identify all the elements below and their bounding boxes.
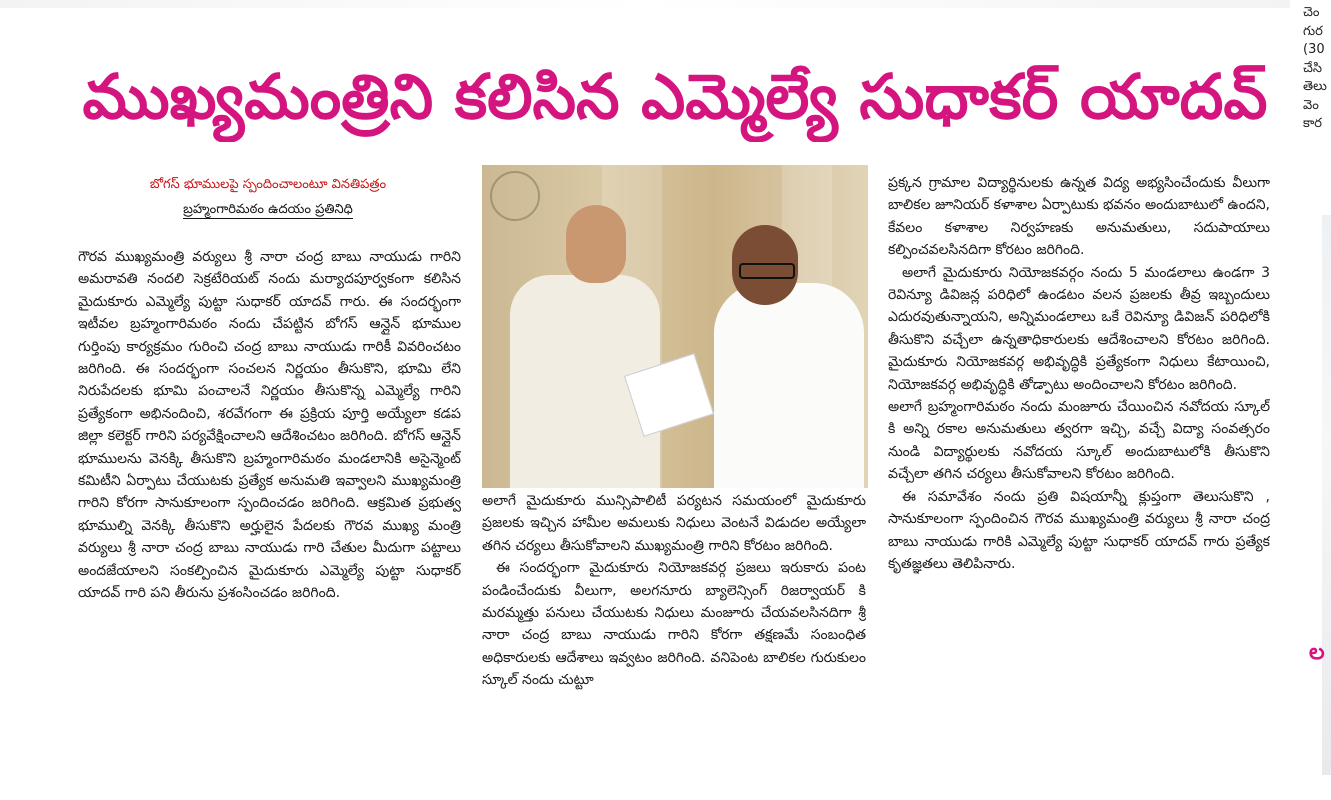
fragment-line: చేసి (1303, 60, 1323, 76)
headline: ముఖ్యమంత్రిని కలిసిన ఎమ్మెల్యే సుధాకర్ యాదవ్ (82, 60, 1268, 133)
paragraph: అలాగే మైదుకూరు మున్సిపాలిటీ పర్యటన సమయంలో మైదుకూరు ప్రజలకు ఇచ్చిన హామీల అమలుకు నిధులు వెంటనే విడుదల అయ్యేలా తగిన చర్యలు తీసుకోవాలని ముఖ్యమంత్రి గారిని కోరటం జరిగింది. (482, 493, 866, 554)
photo-person-right (714, 283, 864, 488)
fragment-line: గుర (1303, 23, 1323, 39)
paragraph: ప్రక్కన గ్రామాల విద్యార్థినులకు ఉన్నత విద్య అభ్యసించేందుకు వీలుగా బాలికల జూనియర్ కళాశాల ఏర్పాటుకు భవనం అందుబాటులో ఉందని, కేవలం కళాశాల నిర్వహణకు అనుమతులు, సదుపాయాలు కల్పించవలసినదిగా కోరటం జరిగింది. (888, 175, 1270, 259)
article-column-2 (482, 490, 866, 780)
emblem-icon (490, 171, 540, 221)
top-edge-strip (0, 0, 1290, 8)
fragment-line: వెం (1303, 97, 1319, 113)
paragraph: ఈ సందర్భంగా మైదుకూరు నియోజకవర్గ ప్రజలు ఇరుకారు పంట పండించేందుకు వీలుగా, అలగనూరు బ్యాలెన్సింగ్ రిజర్వాయర్ కి మరమ్మత్తు పనులు చేయుటకు నిధులు మంజూరు చేయవలసినదిగా శ్రీ నారా చంద్ర బాబు నాయుడు గారిని కోరగా తక్షణమే సంబంధిత అధికారులకు ఆదేశాలు ఇవ్వటం జరిగింది. వనిపెంట బాలికల గురుకులం స్కూల్ నందు చుట్టూ (482, 560, 866, 689)
adjacent-headline-fragment: ల (1309, 640, 1325, 665)
photo-person-left-head (566, 205, 626, 283)
byline (78, 202, 458, 220)
fragment-line: తెలు (1303, 79, 1327, 94)
paragraph: గౌరవ ముఖ్యమంత్రి వర్యులు శ్రీ నారా చంద్ర బాబు నాయుడు గారిని అమరావతి నందలి సెక్రటేరియట్ నందు మర్యాదపూర్వకంగా కలిసిన మైదుకూరు ఎమ్మెల్యే పుట్టా సుధాకర్ యాదవ్ గారు. ఈ సందర్భంగా ఇటీవల బ్రహ్మంగారిమఠం నందు చేపట్టిన బోగస్ ఆన్లైన్ భూముల గుర్తింపు కార్యక్రమం గురించి చంద్ర బాబు నాయుడు గారికీ వివరించటం జరిగింది. ఈ సందర్భంగా సంచలన నిర్ణయం తీసుకొని, భూమి లేని నిరుపేదలకు భూమి పంచాలనే నిర్ణయం తీసుకొన్న ఎమ్మెల్యే గారిని ప్రత్యేకంగా అభినందించి, శరవేగంగా ఈ ప్రక్రియ పూర్తి అయ్యేలా కడప జిల్లా కలెక్టర్ గారిని పర్యవేక్షించాలని ఆదేశించటం జరిగింది. బోగస్ ఆన్లైన్ భూములను వెనక్కి తీసుకొని బ్రహ్మంగారిమఠం మండలానికి అసైన్మెంట్ కమిటీని ఏర్పాటు చేయుటకు ప్రత్యేక అనుమతి ఇవ్వాలని ముఖ్యమంత్రి గారిని కోరగా సానుకూలంగా స్పందించడం జరిగింది. ఆక్రమిత ప్రభుత్వ భూముల్ని వెనక్కి తీసుకొని అర్హులైన పేదలకు గౌరవ ముఖ్య మంత్రి వర్యులు శ్రీ నారా చంద్ర బాబు నాయుడు గారి చేతుల మీదుగా పట్టాలు అందజేయాలని సంకల్పించిన మైదుకూరు ఎమ్మెల్యే పుట్టా సుధాకర్ యాదవ్ గారి పని తీరును ప్రశంసించడం జరిగింది. (78, 249, 461, 602)
fragment-line: చెం (1303, 5, 1320, 20)
fragment-line: (30 (1303, 42, 1325, 57)
article-column-1 (78, 246, 461, 776)
news-photo (482, 165, 868, 488)
paragraph: ఈ సమావేశం నందు ప్రతి విషయాన్నీ క్లుప్తంగా తెలుసుకొని , సానుకూలంగా స్పందించిన గౌరవ ముఖ్యమంత్రి వర్యులు శ్రీ నారా చంద్ర బాబు నాయుడు గారికి ఎమ్మెల్యే పుట్టా సుధాకర్ యాదవ్ గారు ప్రత్యేక కృతజ్ఞతలు తెలిపినారు. (888, 488, 1270, 572)
glasses-icon (739, 263, 795, 279)
adjacent-photo-strip (1322, 215, 1331, 775)
paragraph: అలాగే బ్రహ్మంగారిమఠం నందు మంజూరు చేయించిన నవోదయ స్కూల్ కి అన్ని రకాల అనుమతులు త్వరగా ఇచ్చి, వచ్చే విద్యా సంవత్సరం నుండి విద్యార్థులకు నవోదయ స్కూల్ అందుబాటులోకి తీసుకొని వచ్చేలా తగిన చర్యలు తీసుకోవాలని కోరటం జరిగింది. (888, 399, 1270, 483)
adjacent-article-fragment (1303, 4, 1331, 134)
fragment-line: కార (1303, 116, 1322, 131)
byline-text: బ్రహ్మంగారిమఠం ఉదయం ప్రతినిధి (183, 202, 353, 217)
paragraph: అలాగే మైదుకూరు నియోజకవర్గం నందు 5 మండలాలు ఉండగా 3 రెవిన్యూ డివిజన్ల పరిధిలో ఉండటం వలన ప్రజలకు తీవ్ర ఇబ్బందులు ఎదురవుతున్నాయని, అన్నిమండలాలు ఒకే రెవిన్యూ డివిజన్ పరిధిలోకి తీసుకొని వచ్చేలా ఉన్నతాధికారులకు ఆదేశించాలని కోరటం జరిగింది. మైదుకూరు నియోజకవర్గ అభివృద్ధికి ప్రత్యేకంగా నిధులు కేటాయించి, నియోజకవర్గ అభివృద్ధికి తోడ్పాటు అందించాలని కోరటం జరిగింది. (888, 264, 1270, 393)
kicker: బోగస్ భూములపై స్పందించాలంటూ వినతిపత్రం (149, 177, 387, 192)
article-column-3 (888, 172, 1270, 772)
